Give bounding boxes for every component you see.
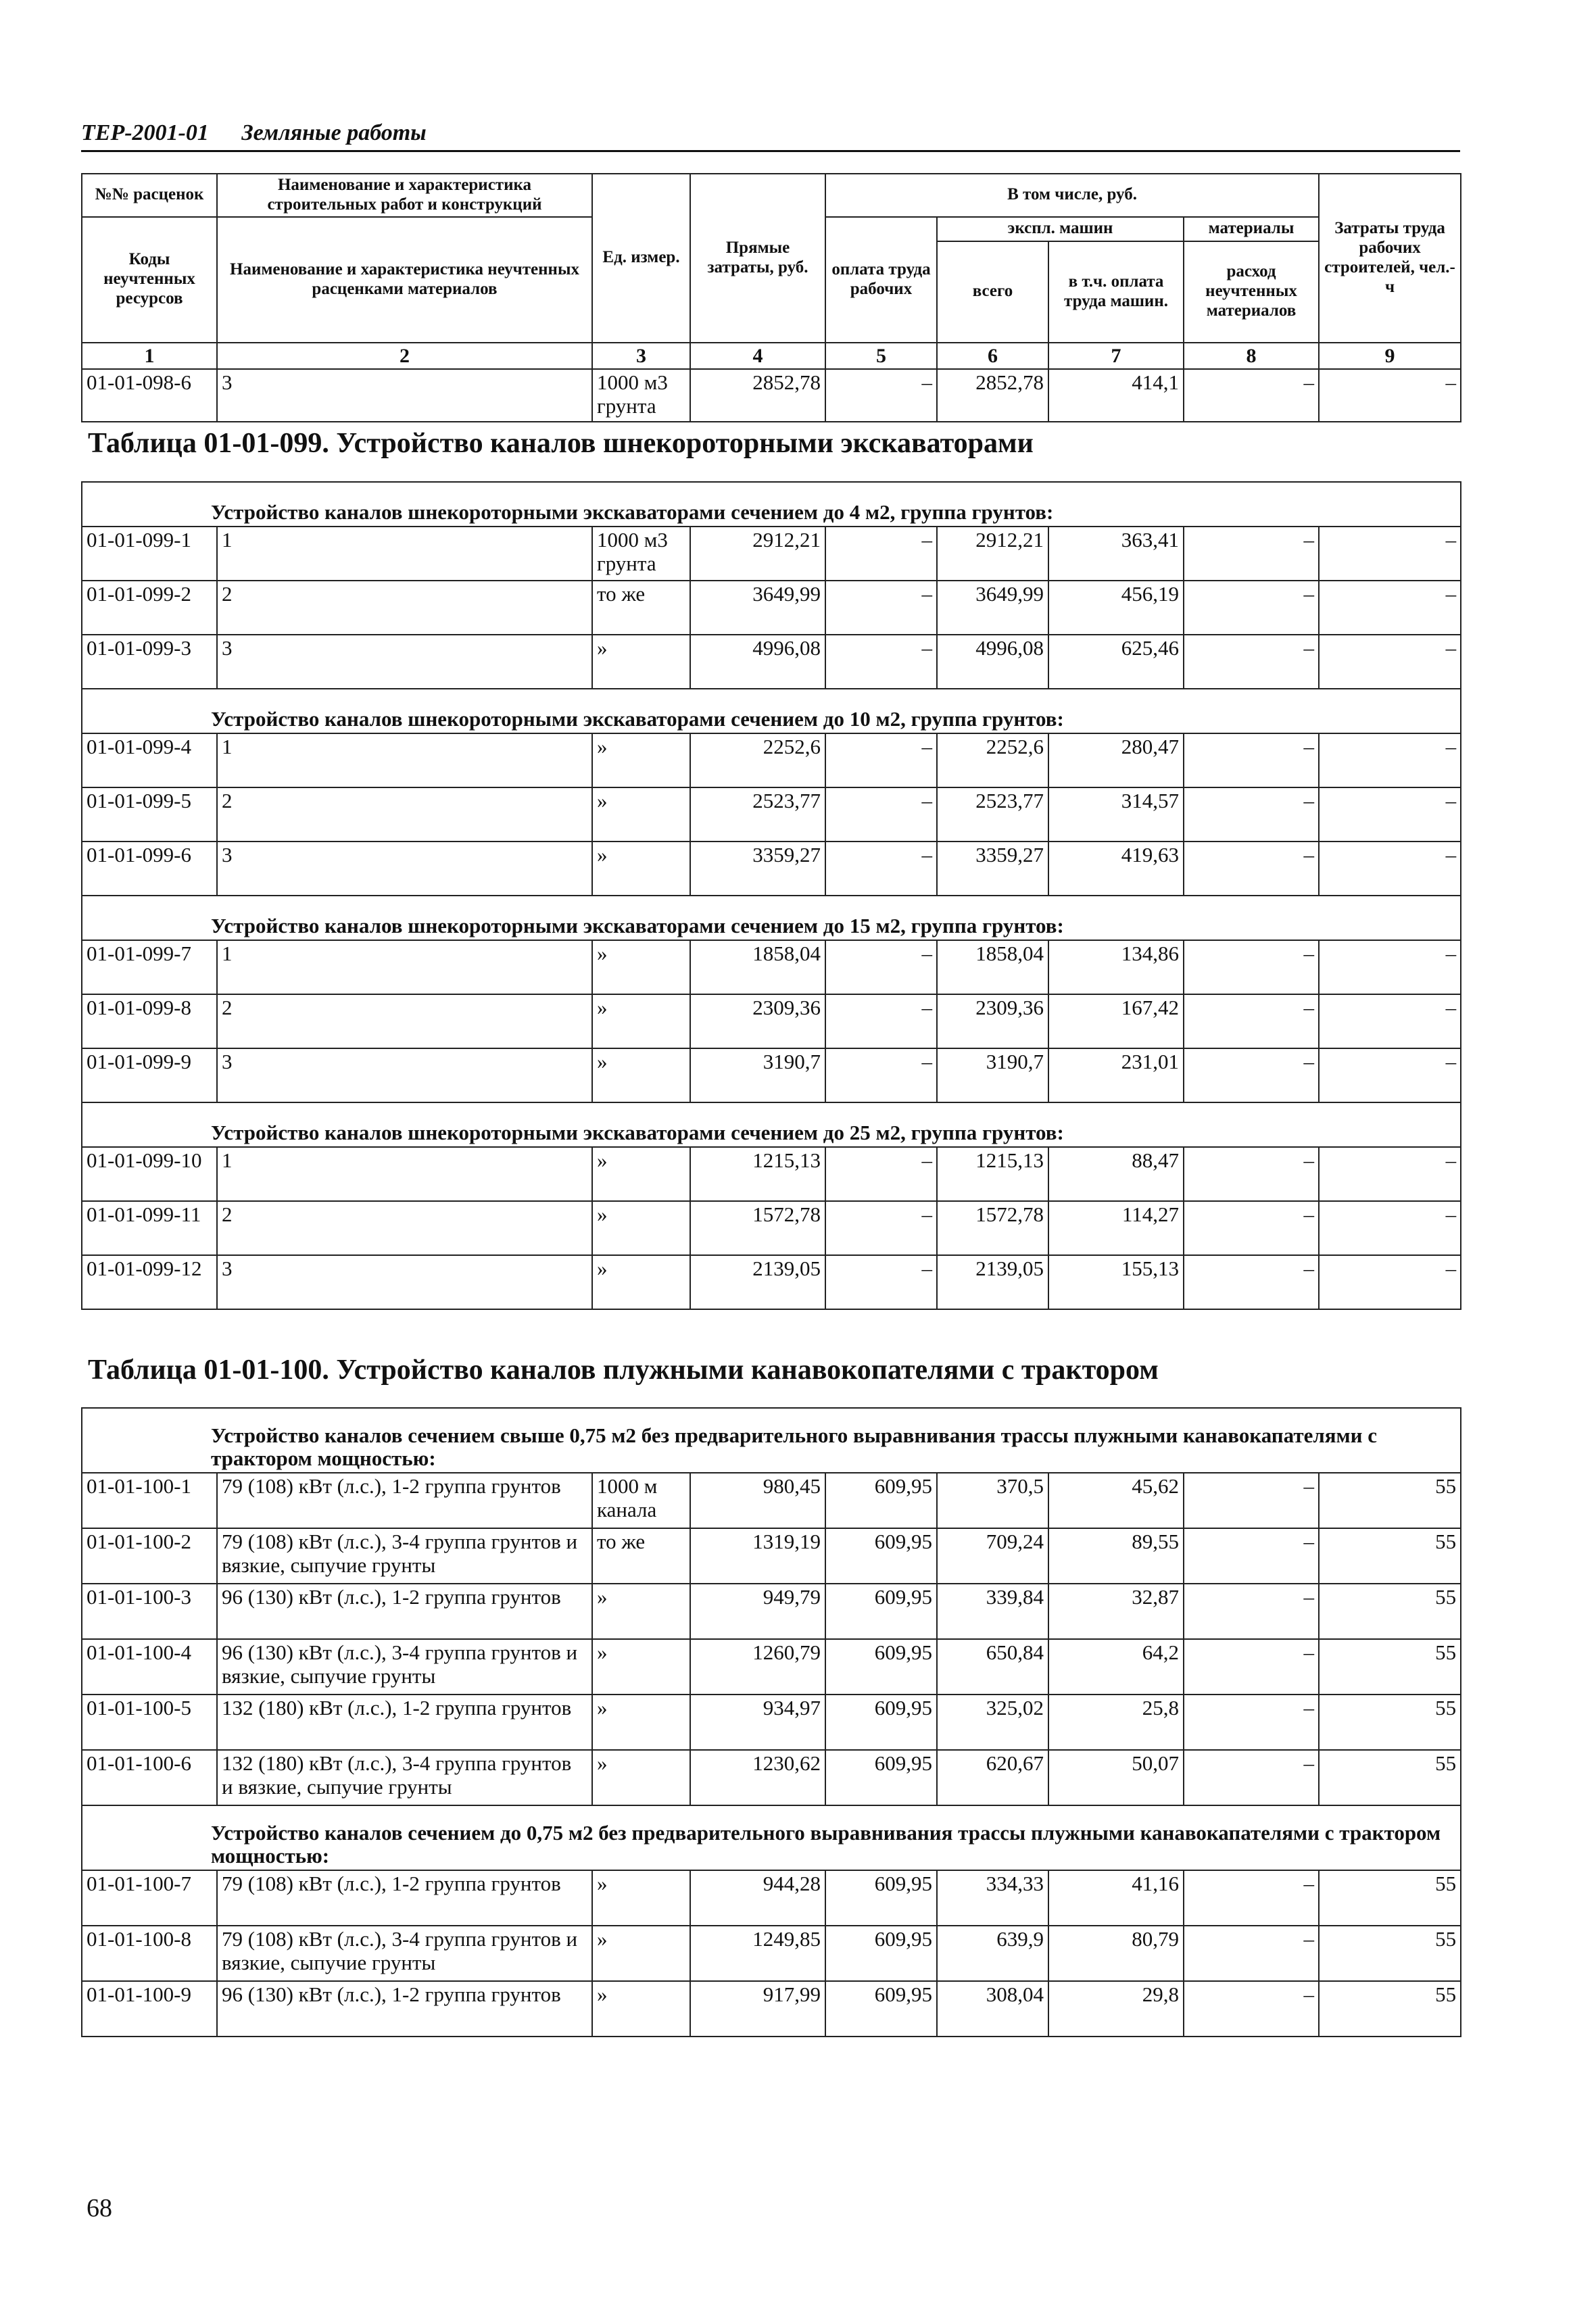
row-machine-cost: 2252,6	[937, 733, 1048, 787]
row-name: 1	[217, 733, 592, 787]
row-labor-hours: 55	[1319, 1926, 1461, 1981]
row-unit: »	[592, 1870, 690, 1926]
col2-header-top: Наименование и характеристика строительных работ и конструкций	[217, 174, 592, 217]
row-machine-cost: 370,5	[937, 1473, 1048, 1528]
row-code: 01-01-098-6	[82, 369, 217, 422]
row-code: 01-01-099-2	[82, 581, 217, 635]
row-machine-cost: 3190,7	[937, 1048, 1048, 1102]
row-direct-cost: 3359,27	[690, 842, 825, 896]
group-header-row	[82, 896, 1461, 940]
row-machine-labor: 32,87	[1048, 1584, 1184, 1639]
row-machine-labor: 50,07	[1048, 1750, 1184, 1805]
row-unit: 1000 м3 грунта	[592, 369, 690, 422]
col3-header: Ед. измер.	[592, 174, 690, 343]
table-100	[81, 1407, 1461, 2037]
row-name: 2	[217, 994, 592, 1048]
row-direct-cost: 2912,21	[690, 527, 825, 581]
row-name: 2	[217, 787, 592, 842]
row-labor-hours: –	[1319, 527, 1461, 581]
row-labor-cost: 609,95	[825, 1473, 937, 1528]
row-machine-labor: 134,86	[1048, 940, 1184, 994]
machines-header: экспл. машин	[937, 217, 1184, 241]
column-number: 9	[1319, 343, 1461, 370]
row-machine-cost: 334,33	[937, 1870, 1048, 1926]
row-labor-cost: –	[825, 1201, 937, 1255]
table-099	[81, 481, 1461, 1310]
row-machine-cost: 620,67	[937, 1750, 1048, 1805]
group-title: Устройство каналов шнекороторными экскаваторами сечением до 10 м2, группа грунтов:	[82, 689, 1461, 733]
column-number: 5	[825, 343, 937, 370]
row-unit: »	[592, 1048, 690, 1102]
table-row	[82, 369, 1461, 422]
row-direct-cost: 2139,05	[690, 1255, 825, 1309]
row-code: 01-01-100-7	[82, 1870, 217, 1926]
row-name: 79 (108) кВт (л.с.), 3-4 группа грунтов и вязкие, сыпучие грунты	[217, 1926, 592, 1981]
row-name: 1	[217, 527, 592, 581]
row-direct-cost: 2523,77	[690, 787, 825, 842]
row-name: 1	[217, 940, 592, 994]
row-unit: то же	[592, 1528, 690, 1584]
col4-header: Прямые затраты, руб.	[690, 174, 825, 343]
table-row	[82, 842, 1461, 896]
row-labor-cost: –	[825, 994, 937, 1048]
row-code: 01-01-099-9	[82, 1048, 217, 1102]
row-materials: –	[1184, 1695, 1319, 1750]
row-code: 01-01-100-3	[82, 1584, 217, 1639]
row-machine-labor: 89,55	[1048, 1528, 1184, 1584]
row-direct-cost: 949,79	[690, 1584, 825, 1639]
row-name: 96 (130) кВт (л.с.), 3-4 группа грунтов и вязкие, сыпучие грунты	[217, 1639, 592, 1695]
row-unit: то же	[592, 581, 690, 635]
row-name: 96 (130) кВт (л.с.), 1-2 группа грунтов	[217, 1584, 592, 1639]
row-labor-hours: 55	[1319, 1473, 1461, 1528]
row-unit: »	[592, 1981, 690, 2037]
table-row	[82, 635, 1461, 689]
row-name: 3	[217, 369, 592, 422]
row-labor-cost: –	[825, 787, 937, 842]
row-labor-hours: –	[1319, 369, 1461, 422]
row-code: 01-01-099-3	[82, 635, 217, 689]
row-labor-hours: –	[1319, 994, 1461, 1048]
row-code: 01-01-099-4	[82, 733, 217, 787]
row-labor-cost: 609,95	[825, 1981, 937, 2037]
row-labor-hours: –	[1319, 635, 1461, 689]
row-direct-cost: 3649,99	[690, 581, 825, 635]
row-unit: »	[592, 1750, 690, 1805]
row-machine-labor: 45,62	[1048, 1473, 1184, 1528]
row-code: 01-01-099-5	[82, 787, 217, 842]
table-row	[82, 733, 1461, 787]
row-direct-cost: 944,28	[690, 1870, 825, 1926]
row-labor-hours: –	[1319, 581, 1461, 635]
column-number: 6	[937, 343, 1048, 370]
row-code: 01-01-100-1	[82, 1473, 217, 1528]
row-labor-hours: 55	[1319, 1870, 1461, 1926]
column-number: 2	[217, 343, 592, 370]
row-materials: –	[1184, 940, 1319, 994]
row-materials: –	[1184, 1639, 1319, 1695]
row-code: 01-01-100-6	[82, 1750, 217, 1805]
row-unit: »	[592, 1147, 690, 1201]
column-number: 4	[690, 343, 825, 370]
row-machine-cost: 1858,04	[937, 940, 1048, 994]
row-name: 132 (180) кВт (л.с.), 1-2 группа грунтов	[217, 1695, 592, 1750]
column-header-table	[81, 173, 1461, 422]
header-rule	[81, 150, 1460, 152]
table-row	[82, 1926, 1461, 1981]
row-machine-cost: 2309,36	[937, 994, 1048, 1048]
row-name: 132 (180) кВт (л.с.), 3-4 группа грунтов и вязкие, сыпучие грунты	[217, 1750, 592, 1805]
row-machine-cost: 639,9	[937, 1926, 1048, 1981]
row-machine-labor: 414,1	[1048, 369, 1184, 422]
row-code: 01-01-099-6	[82, 842, 217, 896]
table-row	[82, 1639, 1461, 1695]
row-machine-labor: 314,57	[1048, 787, 1184, 842]
row-code: 01-01-099-12	[82, 1255, 217, 1309]
materials-header: материалы	[1184, 217, 1319, 241]
row-code: 01-01-100-5	[82, 1695, 217, 1750]
row-code: 01-01-099-10	[82, 1147, 217, 1201]
group-title: Устройство каналов шнекороторными экскаваторами сечением до 25 м2, группа грунтов:	[82, 1102, 1461, 1147]
table-row	[82, 1584, 1461, 1639]
row-labor-hours: 55	[1319, 1695, 1461, 1750]
row-machine-cost: 1215,13	[937, 1147, 1048, 1201]
row-materials: –	[1184, 1981, 1319, 2037]
table-row	[82, 1147, 1461, 1201]
row-materials: –	[1184, 527, 1319, 581]
table-row	[82, 581, 1461, 635]
table-row	[82, 1981, 1461, 2037]
row-materials: –	[1184, 787, 1319, 842]
row-direct-cost: 1572,78	[690, 1201, 825, 1255]
row-direct-cost: 3190,7	[690, 1048, 825, 1102]
table-row	[82, 1201, 1461, 1255]
row-materials: –	[1184, 733, 1319, 787]
row-materials: –	[1184, 1255, 1319, 1309]
row-name: 79 (108) кВт (л.с.), 1-2 группа грунтов	[217, 1870, 592, 1926]
row-machine-cost: 308,04	[937, 1981, 1048, 2037]
row-machine-labor: 25,8	[1048, 1695, 1184, 1750]
column-number-row	[82, 343, 1461, 370]
row-unit: 1000 м3 грунта	[592, 527, 690, 581]
row-labor-cost: 609,95	[825, 1870, 937, 1926]
row-code: 01-01-099-8	[82, 994, 217, 1048]
column-number: 3	[592, 343, 690, 370]
row-code: 01-01-099-7	[82, 940, 217, 994]
row-labor-hours: 55	[1319, 1528, 1461, 1584]
row-machine-cost: 2523,77	[937, 787, 1048, 842]
row-machine-labor: 419,63	[1048, 842, 1184, 896]
row-labor-hours: 55	[1319, 1584, 1461, 1639]
row-machine-labor: 41,16	[1048, 1870, 1184, 1926]
row-labor-hours: 55	[1319, 1639, 1461, 1695]
col1-header-top: №№ расценок	[82, 174, 217, 217]
row-machine-cost: 4996,08	[937, 635, 1048, 689]
row-labor-cost: –	[825, 1255, 937, 1309]
table-row	[82, 1255, 1461, 1309]
row-labor-cost: –	[825, 635, 937, 689]
row-unit: »	[592, 1255, 690, 1309]
table-row	[82, 940, 1461, 994]
row-name: 79 (108) кВт (л.с.), 1-2 группа грунтов	[217, 1473, 592, 1528]
row-machine-cost: 709,24	[937, 1528, 1048, 1584]
row-labor-hours: –	[1319, 787, 1461, 842]
row-unit: »	[592, 635, 690, 689]
table-row	[82, 527, 1461, 581]
row-materials: –	[1184, 1147, 1319, 1201]
row-machine-labor: 167,42	[1048, 994, 1184, 1048]
row-direct-cost: 1230,62	[690, 1750, 825, 1805]
group-header-row	[82, 482, 1461, 527]
row-machine-cost: 650,84	[937, 1639, 1048, 1695]
table-row	[82, 1048, 1461, 1102]
row-direct-cost: 2852,78	[690, 369, 825, 422]
group-header-row	[82, 1805, 1461, 1870]
row-machine-labor: 155,13	[1048, 1255, 1184, 1309]
row-name: 3	[217, 1048, 592, 1102]
row-labor-cost: 609,95	[825, 1926, 937, 1981]
row-labor-cost: 609,95	[825, 1695, 937, 1750]
row-labor-cost: –	[825, 527, 937, 581]
row-code: 01-01-099-1	[82, 527, 217, 581]
row-labor-cost: 609,95	[825, 1528, 937, 1584]
row-materials: –	[1184, 369, 1319, 422]
row-labor-cost: 609,95	[825, 1639, 937, 1695]
row-direct-cost: 980,45	[690, 1473, 825, 1528]
row-labor-cost: –	[825, 369, 937, 422]
row-direct-cost: 1215,13	[690, 1147, 825, 1201]
row-direct-cost: 2252,6	[690, 733, 825, 787]
row-machine-cost: 325,02	[937, 1695, 1048, 1750]
group-header: В том числе, руб.	[825, 174, 1319, 217]
row-unit: »	[592, 787, 690, 842]
row-unit: »	[592, 1201, 690, 1255]
row-direct-cost: 1260,79	[690, 1639, 825, 1695]
row-machine-labor: 280,47	[1048, 733, 1184, 787]
group-header-row	[82, 689, 1461, 733]
table-row	[82, 994, 1461, 1048]
row-name: 2	[217, 1201, 592, 1255]
row-name: 3	[217, 842, 592, 896]
table-row	[82, 1528, 1461, 1584]
row-machine-labor: 80,79	[1048, 1926, 1184, 1981]
col5-header: оплата труда рабочих	[825, 217, 937, 343]
row-materials: –	[1184, 994, 1319, 1048]
row-unit: 1000 м канала	[592, 1473, 690, 1528]
row-machine-cost: 339,84	[937, 1584, 1048, 1639]
col6-header: всего	[937, 241, 1048, 343]
row-machine-labor: 363,41	[1048, 527, 1184, 581]
row-labor-hours: –	[1319, 1147, 1461, 1201]
row-machine-labor: 29,8	[1048, 1981, 1184, 2037]
row-name: 2	[217, 581, 592, 635]
table-099-title: Таблица 01-01-099. Устройство каналов шнекороторными экскаваторами	[88, 428, 1034, 459]
row-machine-cost: 2912,21	[937, 527, 1048, 581]
column-number: 1	[82, 343, 217, 370]
row-labor-cost: 609,95	[825, 1750, 937, 1805]
row-labor-cost: 609,95	[825, 1584, 937, 1639]
row-machine-labor: 64,2	[1048, 1639, 1184, 1695]
table-100-title: Таблица 01-01-100. Устройство каналов плужными канавокопателями с трактором	[88, 1355, 1159, 1386]
row-materials: –	[1184, 1528, 1319, 1584]
table-row	[82, 1750, 1461, 1805]
row-labor-hours: –	[1319, 940, 1461, 994]
row-name: 1	[217, 1147, 592, 1201]
row-unit: »	[592, 994, 690, 1048]
row-machine-cost: 1572,78	[937, 1201, 1048, 1255]
row-unit: »	[592, 940, 690, 994]
row-labor-hours: –	[1319, 842, 1461, 896]
document-section: Земляные работы	[241, 120, 427, 145]
row-unit: »	[592, 733, 690, 787]
table-row	[82, 1695, 1461, 1750]
row-name: 3	[217, 1255, 592, 1309]
row-labor-cost: –	[825, 733, 937, 787]
row-labor-cost: –	[825, 581, 937, 635]
row-direct-cost: 1319,19	[690, 1528, 825, 1584]
document-code: ТЕР-2001-01	[81, 120, 209, 145]
row-materials: –	[1184, 1926, 1319, 1981]
row-machine-labor: 88,47	[1048, 1147, 1184, 1201]
group-title: Устройство каналов шнекороторными экскаваторами сечением до 4 м2, группа грунтов:	[82, 482, 1461, 527]
row-labor-cost: –	[825, 940, 937, 994]
column-number: 8	[1184, 343, 1319, 370]
group-title: Устройство каналов сечением свыше 0,75 м2 без предварительного выравнивания трассы плужными канавокапателями с трактором мощностью:	[82, 1408, 1461, 1473]
row-direct-cost: 934,97	[690, 1695, 825, 1750]
row-direct-cost: 1858,04	[690, 940, 825, 994]
row-code: 01-01-100-9	[82, 1981, 217, 2037]
running-header	[81, 120, 1460, 146]
group-header-row	[82, 1408, 1461, 1473]
row-labor-hours: –	[1319, 1048, 1461, 1102]
row-labor-cost: –	[825, 842, 937, 896]
table-row	[82, 1870, 1461, 1926]
row-labor-hours: 55	[1319, 1981, 1461, 2037]
row-labor-hours: –	[1319, 1201, 1461, 1255]
row-code: 01-01-100-2	[82, 1528, 217, 1584]
row-unit: »	[592, 1584, 690, 1639]
row-code: 01-01-100-4	[82, 1639, 217, 1695]
row-materials: –	[1184, 1750, 1319, 1805]
col9-header: Затраты труда рабочих строителей, чел.-ч	[1319, 174, 1461, 343]
row-unit: »	[592, 1926, 690, 1981]
row-name: 79 (108) кВт (л.с.), 3-4 группа грунтов и вязкие, сыпучие грунты	[217, 1528, 592, 1584]
row-labor-hours: –	[1319, 1255, 1461, 1309]
row-labor-hours: –	[1319, 733, 1461, 787]
row-direct-cost: 1249,85	[690, 1926, 825, 1981]
table-row	[82, 1473, 1461, 1528]
group-title: Устройство каналов шнекороторными экскаваторами сечением до 15 м2, группа грунтов:	[82, 896, 1461, 940]
row-materials: –	[1184, 1048, 1319, 1102]
group-title: Устройство каналов сечением до 0,75 м2 без предварительного выравнивания трассы плужными канавокапателями с трактором мощностью:	[82, 1805, 1461, 1870]
page-number: 68	[87, 2194, 112, 2222]
row-direct-cost: 2309,36	[690, 994, 825, 1048]
row-unit: »	[592, 1639, 690, 1695]
row-materials: –	[1184, 1870, 1319, 1926]
column-number: 7	[1048, 343, 1184, 370]
col8-header: расход неучтенных материалов	[1184, 241, 1319, 343]
col7-header: в т.ч. оплата труда машин.	[1048, 241, 1184, 343]
row-labor-cost: –	[825, 1147, 937, 1201]
row-machine-cost: 3359,27	[937, 842, 1048, 896]
row-code: 01-01-100-8	[82, 1926, 217, 1981]
row-materials: –	[1184, 1584, 1319, 1639]
row-machine-labor: 231,01	[1048, 1048, 1184, 1102]
row-materials: –	[1184, 1201, 1319, 1255]
row-materials: –	[1184, 581, 1319, 635]
row-materials: –	[1184, 842, 1319, 896]
row-labor-cost: –	[825, 1048, 937, 1102]
row-direct-cost: 917,99	[690, 1981, 825, 2037]
table-row	[82, 787, 1461, 842]
row-materials: –	[1184, 1473, 1319, 1528]
row-direct-cost: 4996,08	[690, 635, 825, 689]
row-name: 3	[217, 635, 592, 689]
row-name: 96 (130) кВт (л.с.), 1-2 группа грунтов	[217, 1981, 592, 2037]
group-header-row	[82, 1102, 1461, 1147]
row-machine-labor: 456,19	[1048, 581, 1184, 635]
row-machine-cost: 3649,99	[937, 581, 1048, 635]
row-labor-hours: 55	[1319, 1750, 1461, 1805]
row-machine-labor: 625,46	[1048, 635, 1184, 689]
row-machine-cost: 2852,78	[937, 369, 1048, 422]
row-materials: –	[1184, 635, 1319, 689]
row-code: 01-01-099-11	[82, 1201, 217, 1255]
row-unit: »	[592, 1695, 690, 1750]
col2-header-bottom: Наименование и характеристика неучтенных расценками материалов	[217, 217, 592, 343]
row-machine-labor: 114,27	[1048, 1201, 1184, 1255]
col1-header-bottom: Коды неучтенных ресурсов	[82, 217, 217, 343]
row-machine-cost: 2139,05	[937, 1255, 1048, 1309]
row-unit: »	[592, 842, 690, 896]
